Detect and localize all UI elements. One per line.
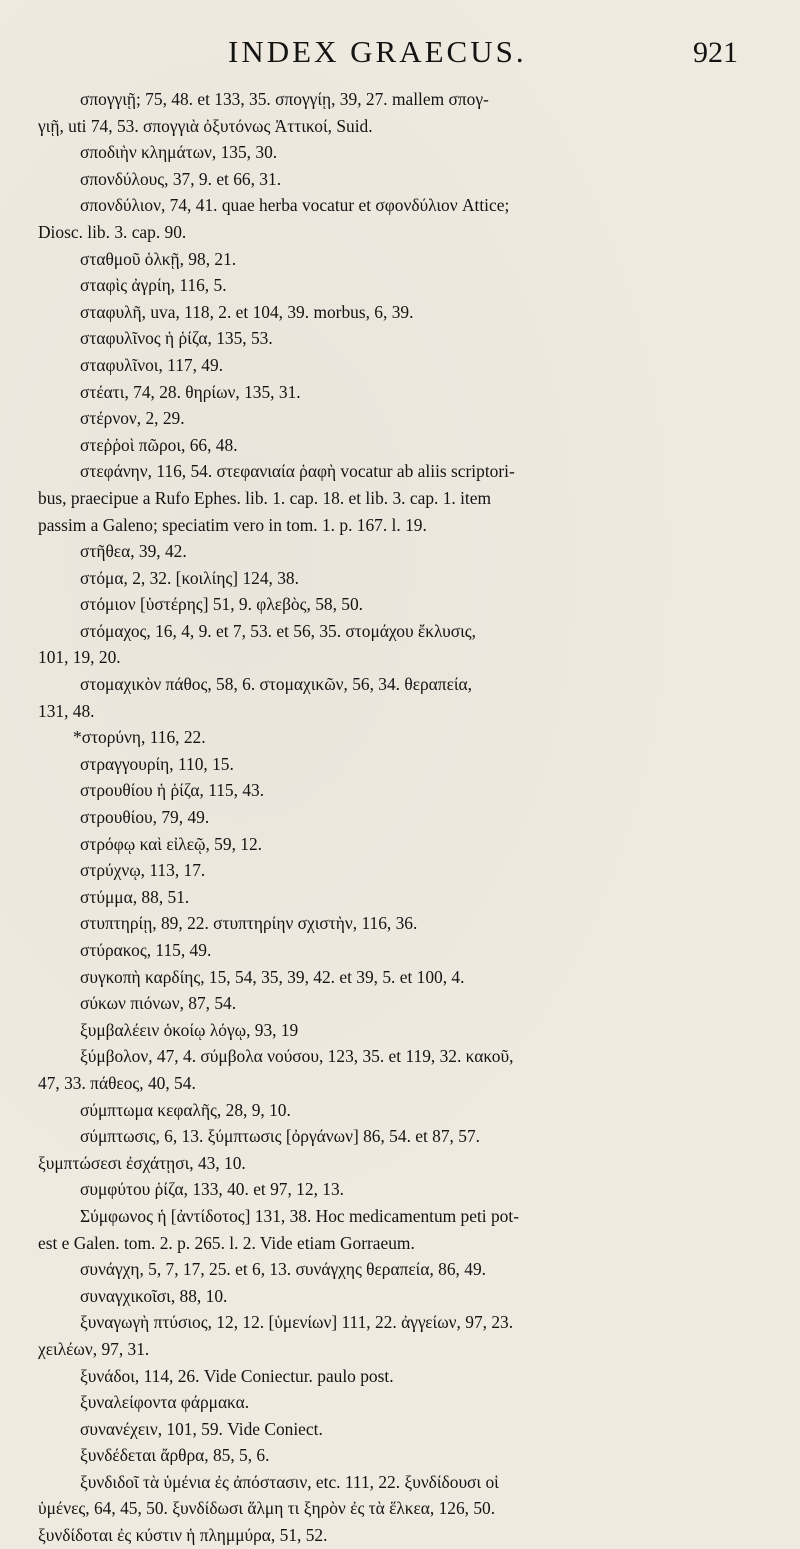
index-line: σταφυλῖνοι, 117, 49. [80, 354, 224, 375]
index-line: σύκων πιόνων, 87, 54. [80, 993, 237, 1014]
index-line: στόμιον [ὑστέρης] 51, 9. φλεβὸς, 58, 50. [80, 594, 364, 615]
index-line: 101, 19, 20. [38, 647, 121, 668]
index-line: bus, praecipue a Rufo Ephes. lib. 1. cap. 18. et lib. 3. cap. 1. item [38, 487, 492, 508]
index-line: ξυμπτώσεσι ἐσχάτῃσι, 43, 10. [38, 1152, 246, 1173]
index-line: συνάγχη, 5, 7, 17, 25. et 6, 13. συνάγχης θεραπεία, 86, 49. [80, 1259, 486, 1280]
index-line: χειλέων, 97, 31. [38, 1338, 150, 1359]
index-line: συμφύτου ῥίζα, 133, 40. et 97, 12, 13. [80, 1179, 345, 1200]
index-line: σπονδύλιον, 74, 41. quae herba vocatur et σφονδύλιον Attice; [80, 195, 510, 216]
index-line: σταφὶς ἀγρίη, 116, 5. [80, 275, 227, 296]
index-line: στόμα, 2, 32. [κοιλίης] 124, 38. [80, 567, 299, 588]
index-line: Σύμφωνος ἡ [ἀντίδοτος] 131, 38. Hoc medicamentum peti pot- [80, 1205, 519, 1226]
index-line: στῆθεα, 39, 42. [80, 541, 187, 562]
index-line: στρόφῳ καὶ εἰλεῷ, 59, 12. [80, 833, 262, 854]
index-line: συνανέχειν, 101, 59. Vide Coniect. [80, 1418, 323, 1439]
index-line: ξυνδέδεται ἄρθρα, 85, 5, 6. [80, 1445, 270, 1466]
index-line: στεῤῥοὶ πῶροι, 66, 48. [80, 434, 238, 455]
index-line: Diosc. lib. 3. cap. 90. [38, 221, 187, 242]
index-line: 131, 48. [38, 700, 95, 721]
index-line: στομαχικὸν πάθος, 58, 6. στομαχικῶν, 56, 34. θεραπεία, [80, 674, 473, 695]
index-line: σύμπτωσις, 6, 13. ξύμπτωσις [ὀργάνων] 86, 54. et 87, 57. [80, 1126, 480, 1147]
index-line: ξυνδίδοται ἐς κύστιν ἡ πλημμύρα, 51, 52. [38, 1525, 328, 1546]
index-line: γιῇ, uti 74, 53. σπογγιὰ ὀξυτόνως Ἀττικοί, Suid. [38, 115, 373, 136]
index-line: σταθμοῦ ὁλκῇ, 98, 21. [80, 248, 237, 269]
index-line: συναγχικοῖσι, 88, 10. [80, 1285, 228, 1306]
index-line: ξυνδιδοῖ τὰ ὑμένια ἐς ἀπόστασιν, etc. 111, 22. ξυνδίδουσι οἱ [80, 1471, 499, 1492]
index-line: στόμαχος, 16, 4, 9. et 7, 53. et 56, 35. στομάχου ἔκλυσις, [80, 620, 476, 641]
index-line: στύρακος, 115, 49. [80, 940, 212, 960]
index-line: 47, 33. πάθεος, 40, 54. [38, 1072, 196, 1093]
index-line: σύμπτωμα κεφαλῆς, 28, 9, 10. [80, 1099, 291, 1120]
index-line: στέατι, 74, 28. θηρίων, 135, 31. [80, 381, 301, 402]
index-line: ξυναγωγὴ πτύσιος, 12, 12. [ὑμενίων] 111, 22. ἀγγείων, 97, 23. [80, 1312, 514, 1333]
index-line: στρύχνῳ, 113, 17. [80, 860, 206, 881]
index-line: στυπτηρίῃ, 89, 22. στυπτηρίην σχιστὴν, 116, 36. [80, 913, 418, 934]
index-line: ξυναλείφοντα φάρμακα. [80, 1392, 250, 1413]
index-line: στεφάνην, 116, 54. στεφανιαία ῥαφὴ vocatur ab aliis scriptori- [80, 461, 515, 482]
index-line: passim a Galeno; speciatim vero in tom. 1. p. 167. l. 19. [38, 514, 427, 535]
index-line: σταφυλῆ, uva, 118, 2. et 104, 39. morbus, 6, 39. [80, 301, 414, 322]
index-line: στραγγουρίη, 110, 15. [80, 753, 234, 774]
index-line: ξυμβαλέειν ὁκοίῳ λόγῳ, 93, 19 [80, 1019, 299, 1040]
index-line: ὑμένες, 64, 45, 50. ξυνδίδωσι ἅλμη τι ξηρὸν ἐς τὰ ἕλκεα, 126, 50. [38, 1498, 496, 1519]
index-line: σπογγιῇ; 75, 48. et 133, 35. σπογγίῃ, 39, 27. mallem σπογ- [80, 89, 489, 109]
page-title: INDEX GRAECUS. [228, 34, 527, 69]
index-line: στρουθίου, 79, 49. [80, 807, 210, 828]
index-line: σπονδύλους, 37, 9. et 66, 31. [80, 168, 282, 189]
index-line: *στορύνη, 116, 22. [73, 727, 206, 748]
index-line: σταφυλῖνος ἡ ῥίζα, 135, 53. [80, 328, 273, 349]
index-line: ξύμβολον, 47, 4. σύμβολα νούσου, 123, 35. et 119, 32. κακοῦ, [80, 1046, 514, 1067]
running-header [38, 34, 738, 86]
index-line: σποδιὴν κλημάτων, 135, 30. [80, 142, 278, 163]
index-line: est e Galen. tom. 2. p. 265. l. 2. Vide etiam Gorraeum. [38, 1232, 415, 1253]
page-number: 921 [693, 36, 738, 69]
index-line: στρουθίου ἡ ῥίζα, 115, 43. [80, 780, 265, 801]
index-line: συγκοπὴ καρδίης, 15, 54, 35, 39, 42. et 39, 5. et 100, 4. [80, 966, 465, 987]
index-line: στύμμα, 88, 51. [80, 886, 190, 907]
index-line: ξυνάδοι, 114, 26. Vide Coniectur. paulo post. [80, 1365, 394, 1386]
index-line: στέρνον, 2, 29. [80, 408, 185, 429]
index-entries [38, 86, 730, 1549]
